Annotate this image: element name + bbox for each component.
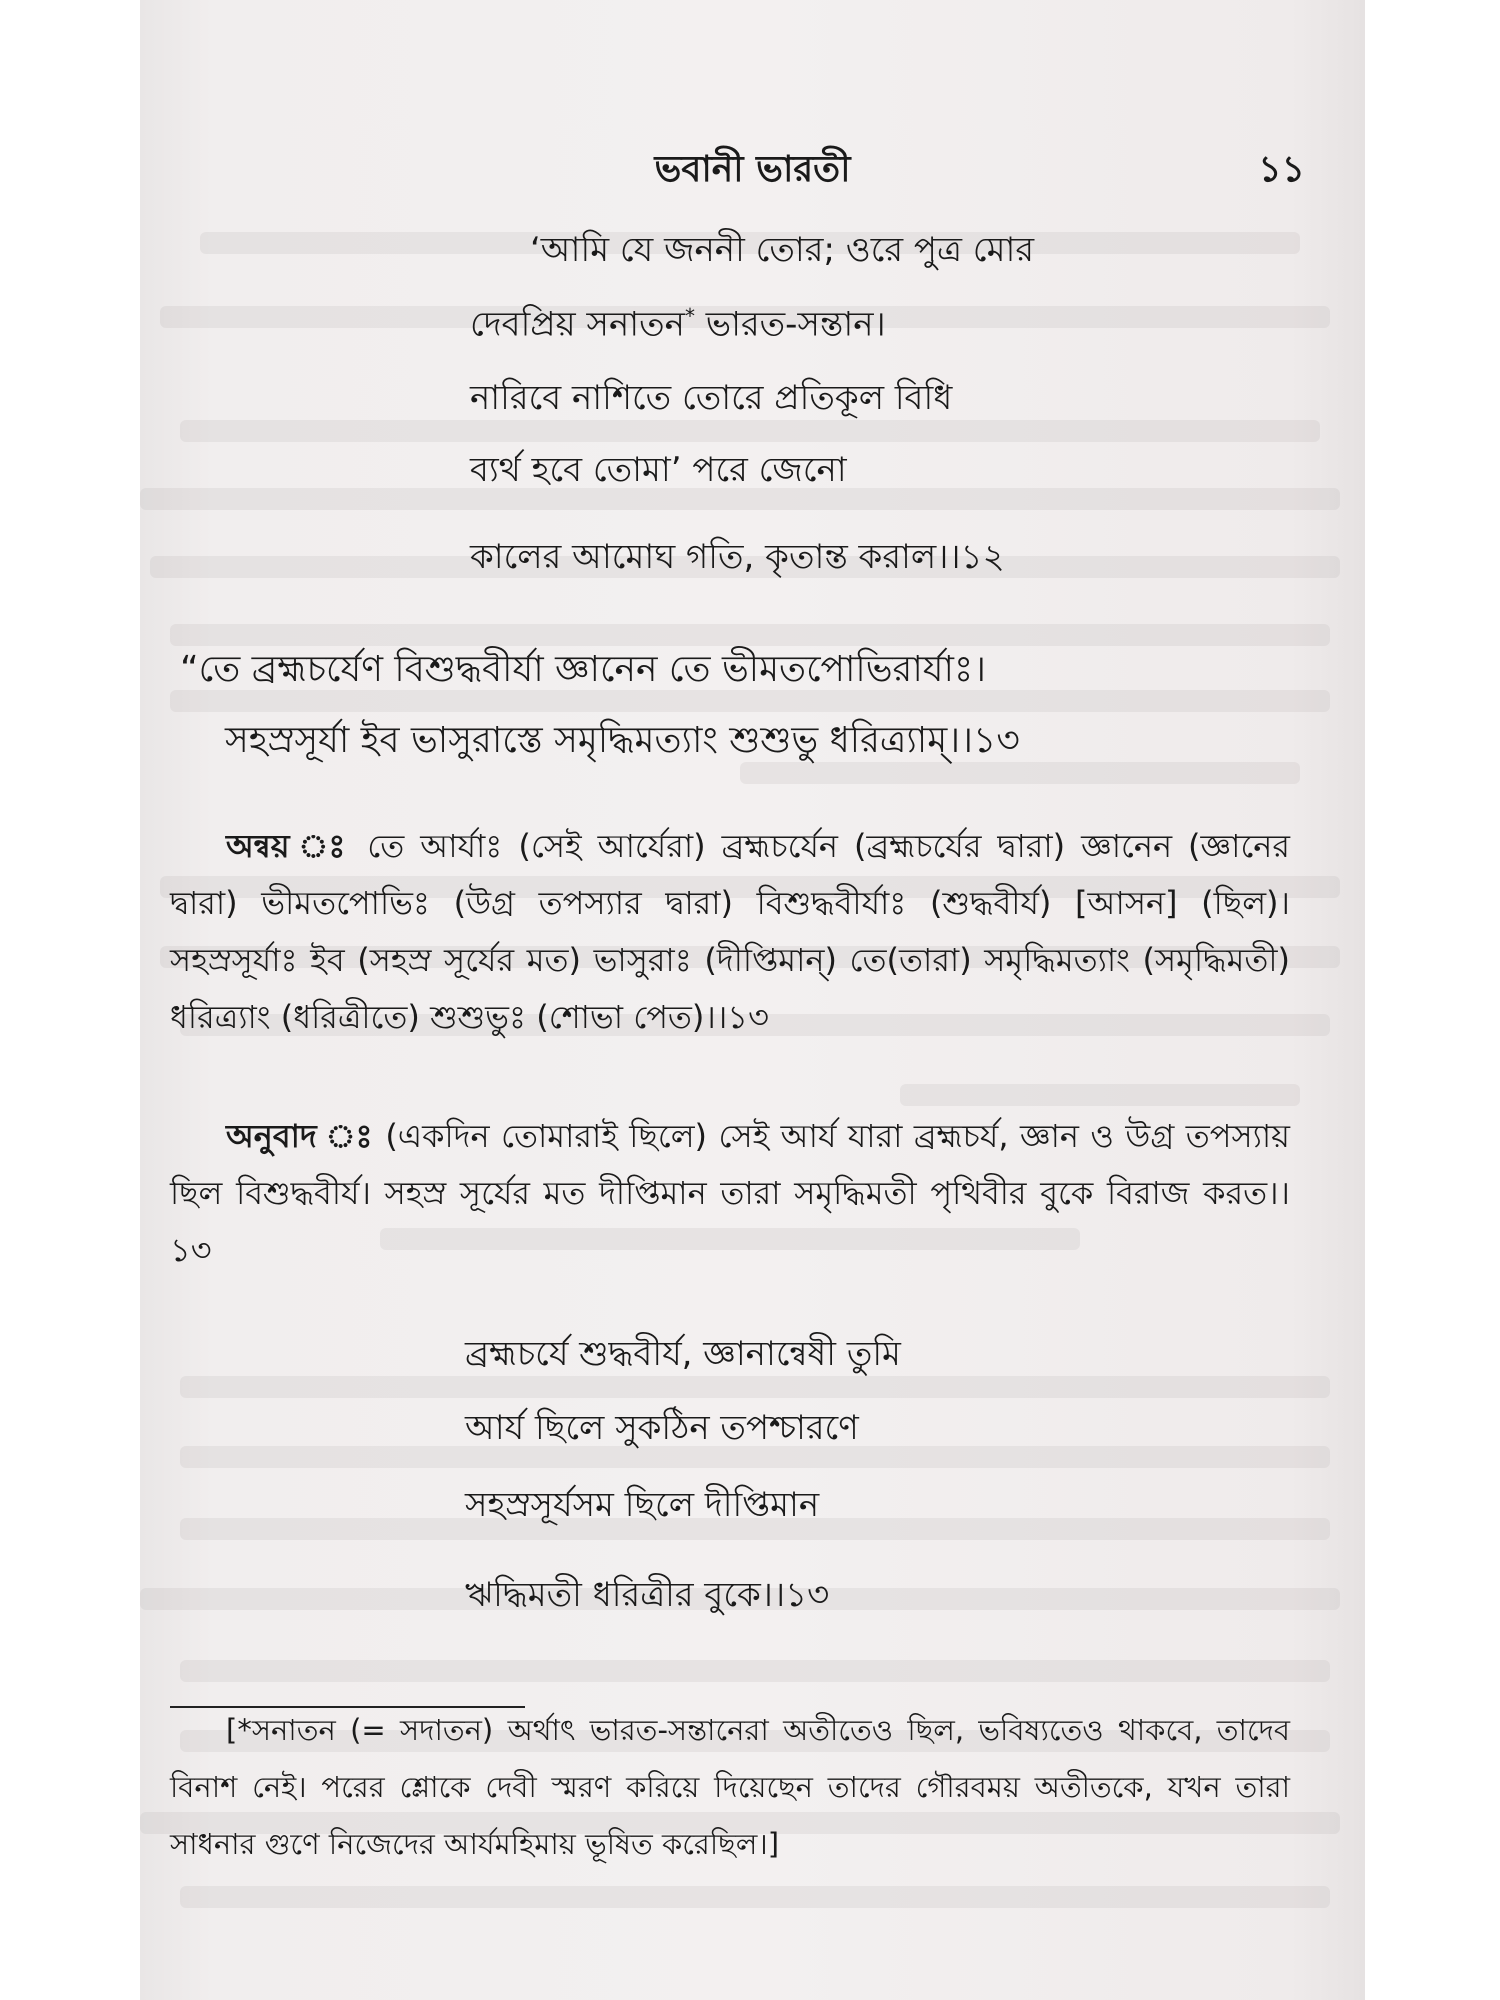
page-number: ১১ [1258,149,1305,190]
verse-12-line-1: ‘আমি যে জননী তোর; ওরে পুত্র মোর [530,230,1035,270]
verse-12-line-3: নারিবে নাশিতে তোরে প্রতিকূল বিধি [470,378,953,418]
anubad-text: (একদিন তোমারাই ছিলে) সেই আর্য যারা ব্রহ্মচর্য, জ্ঞান ও উগ্র তপস্যায় ছিল বিশুদ্ধবীর্য। সহস্র সূর্যের মত দীপ্তিমান তারা সমৃদ্ধিমতী পৃথিবীর বুকে বিরাজ করত।।১৩ [170,1117,1290,1269]
anvay-text: তে আর্যাঃ (সেই আর্যেরা) ব্রহ্মচর্যেন (ব্রহ্মচর্যের দ্বারা) জ্ঞানেন (জ্ঞানের দ্বারা) ভীমতপোভিঃ (উগ্র তপস্যার দ্বারা) বিশুদ্ধবীর্যাঃ (শুদ্ধবীর্য) [আসন] (ছিল)। সহস্রসূর্যাঃ ইব (সহস্র সূর্যের মত) ভাসুরাঃ (দীপ্তিমান্) তে(তারা) সমৃদ্ধিমত্যাং (সমৃদ্ধিমতী) ধরিত্র্যাং (ধরিত্রীতে) শুশুভুঃ (শোভা পেত)।।১৩ [170,827,1290,1036]
verse-12-line-2-text-b: ভারত-সন্তান। [705,304,886,345]
verse-12-line-5: কালের আমোঘ গতি, কৃতান্ত করাল।।১২ [470,537,1005,577]
verse-12-line-2-text: দেবপ্রিয় সনাতন [470,304,685,345]
page-header [140,142,1365,192]
running-title: ভবানী ভারতী [654,149,851,190]
verse-13-line-3: সহস্রসূর্যসম ছিলে দীপ্তিমান [465,1485,820,1525]
verse-13-line-1: ব্রহ্মচর্যে শুদ্ধবীর্য, জ্ঞানান্বেষী তুমি [465,1334,901,1374]
sanskrit-verse-13-line-1: “তে ব্রহ্মচর্যেণ বিশুদ্ধবীর্যা জ্ঞানেন তে ভীমতপোভিরার্যাঃ। [180,649,987,690]
anvay-label: অন্বয় ঃ [226,827,352,865]
verse-13-line-4: ঋদ্ধিমতী ধরিত্রীর বুকে।।১৩ [465,1575,830,1615]
footnote: [*সনাতন (= সদাতন) অর্থাৎ ভারত-সন্তানেরা অতীতেও ছিল, ভবিষ্যতেও থাকবে, তাদেব বিনাশ নেই। পরের শ্লোকে দেবী স্মরণ করিয়ে দিয়েছেন তাদের গৌরবময় অতীতকে, যখন তারা সাধনার গুণে নিজেদের আর্যমহিমায় ভূষিত করেছিল।] [170,1713,1290,1861]
sanskrit-verse-13-line-2: সহস্রসূর্যা ইব ভাসুরাস্তে সমৃদ্ধিমত্যাং শুশুভু ধরিত্র্যাম্।।১৩ [225,720,1020,761]
anubad-label: অনুবাদ ঃ [226,1117,374,1155]
verse-13-line-2: আর্য ছিলে সুকঠিন তপশ্চারণে [465,1408,859,1448]
anubad-paragraph [170,1108,1290,1279]
footnote-marker: * [684,304,695,328]
verse-12-line-2 [470,304,886,345]
anvay-paragraph [170,818,1290,1046]
verse-12-line-4: ব্যর্থ হবে তোমা’ পরে জেনো [470,450,847,490]
